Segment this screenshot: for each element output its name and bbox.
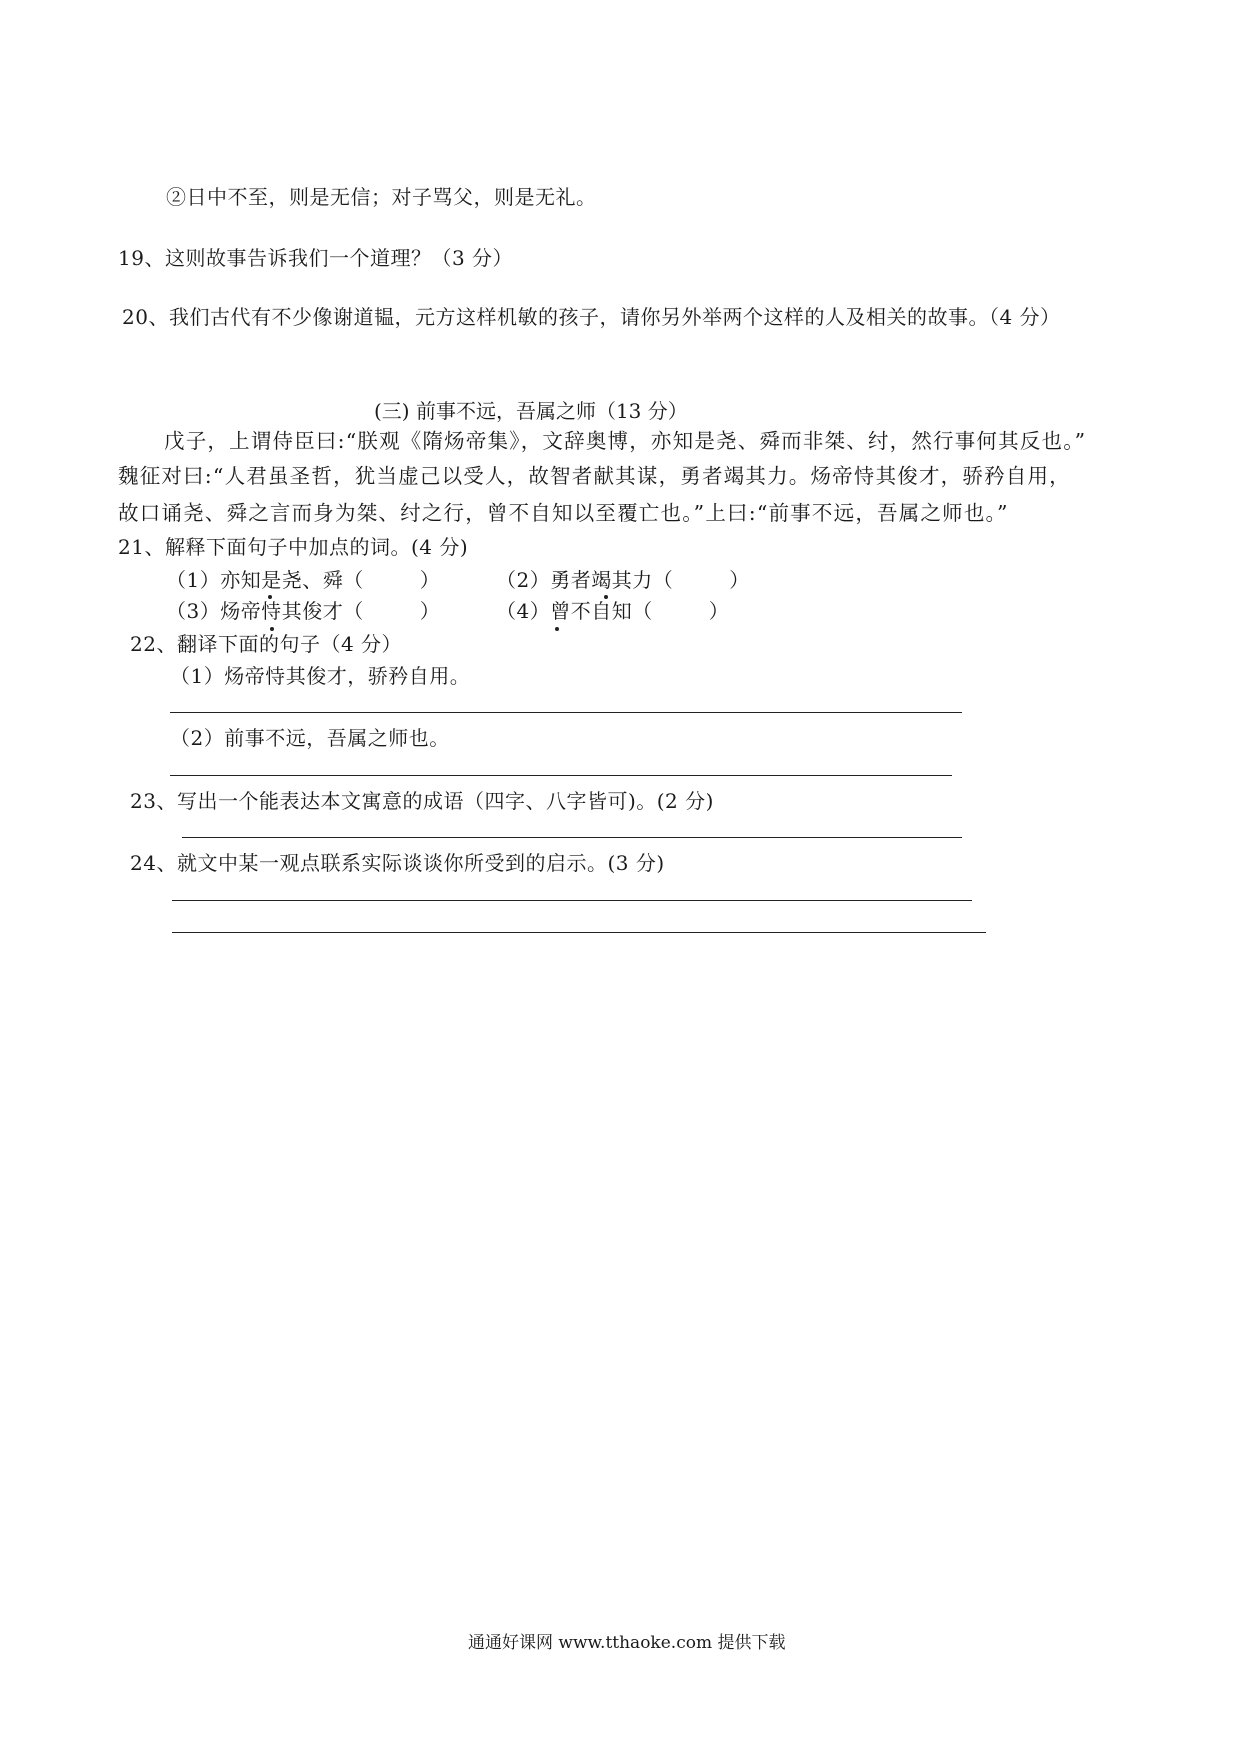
emphasis-dot xyxy=(604,595,608,599)
q22-item-2: （2）前事不远，吾属之师也。 xyxy=(170,726,450,750)
q21-item-2-text: （2）勇者竭其力（ xyxy=(496,568,674,592)
section-3-title: (三) 前事不远，吾属之师（13 分） xyxy=(374,399,688,423)
question-21: 21、解释下面句子中加点的词。(4 分) xyxy=(118,535,469,559)
question-23: 23、写出一个能表达本文寓意的成语（四字、八字皆可)。(2 分) xyxy=(130,789,714,813)
q21-item-2 xyxy=(496,567,750,593)
answer-line[interactable] xyxy=(182,837,962,838)
q21-item-4 xyxy=(496,598,729,624)
answer-line[interactable] xyxy=(172,900,972,901)
q21-item-1-text: （1）亦知是尧、舜（ xyxy=(166,568,364,592)
q21-item-1-close: ） xyxy=(419,568,441,592)
answer-line[interactable] xyxy=(170,712,962,713)
q21-item-1 xyxy=(166,567,440,593)
question-19: 19、这则故事告诉我们一个道理？（3 分） xyxy=(118,246,514,270)
answer-line[interactable] xyxy=(172,932,986,933)
page-footer: 通通好课网 www.tthaoke.com 提供下载 xyxy=(468,1633,786,1653)
question-20: 20、我们古代有不少像谢道韫，元方这样机敏的孩子，请你另外举两个这样的人及相关的故事。（4 分） xyxy=(122,305,1061,329)
passage-line-3: 故口诵尧、舜之言而身为桀、纣之行，曾不自知以至覆亡也。”上曰:“前事不远，吾属之师也。” xyxy=(118,501,1009,525)
q18-item-2: ②日中不至，则是无信；对子骂父，则是无礼。 xyxy=(166,185,597,209)
question-22: 22、翻译下面的句子（4 分） xyxy=(130,632,403,656)
q21-item-3-close: ） xyxy=(419,599,441,623)
passage-line-1: 戊子，上谓侍臣曰:“朕观《隋炀帝集》，文辞奥博，亦知是尧、舜而非桀、纣，然行事何其反也。” xyxy=(164,429,1087,453)
q21-item-4-close: ） xyxy=(708,599,730,623)
passage-line-2: 魏征对曰:“人君虽圣哲，犹当虚己以受人，故智者献其谋，勇者竭其力。炀帝恃其俊才，骄矜自用， xyxy=(118,464,1071,488)
q21-item-4-text: （4）曾不自知（ xyxy=(496,599,653,623)
q22-item-1: （1）炀帝恃其俊才，骄矜自用。 xyxy=(170,664,471,688)
emphasis-dot xyxy=(268,595,272,599)
question-24: 24、就文中某一观点联系实际谈谈你所受到的启示。(3 分) xyxy=(130,851,665,875)
answer-line[interactable] xyxy=(170,775,952,776)
q21-item-2-close: ） xyxy=(729,568,750,592)
q21-item-3 xyxy=(166,598,440,624)
emphasis-dot xyxy=(555,627,559,631)
q21-item-3-text: （3）炀帝恃其俊才（ xyxy=(166,599,364,623)
